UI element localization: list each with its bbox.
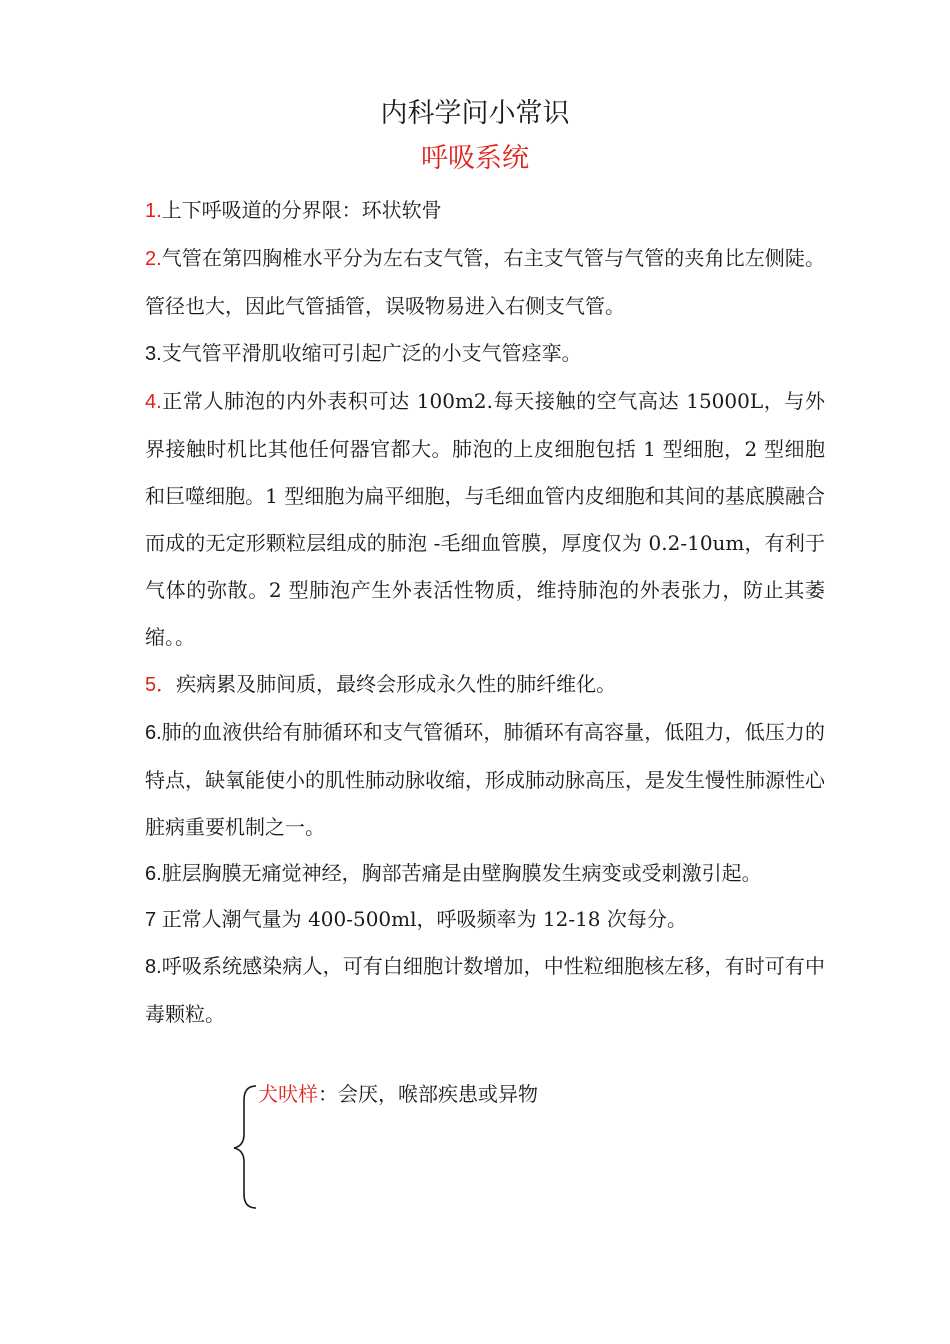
paragraph-number: 3. — [145, 343, 162, 365]
paragraph-number: 5． — [145, 674, 177, 696]
paragraph-2 — [145, 235, 825, 330]
brace-item — [258, 1076, 538, 1112]
page-title: 内科学问小常识 — [380, 98, 570, 129]
brace-term: 犬吠样 — [258, 1082, 318, 1106]
paragraph-text: 正常人潮气量为 400-500ml，呼吸频率为 12-18 次每分。 — [161, 907, 687, 931]
paragraph-number: 2. — [145, 248, 162, 270]
paragraph-text: 肺的血液供给有肺循环和支气管循环，肺循环有高容量，低阻力，低压力的特点，缺氧能使小的肌性肺动脉收缩，形成肺动脉高压，是发生慢性肺源性心脏病重要机制之一。 — [145, 720, 825, 839]
paragraph-4 — [145, 378, 825, 661]
brace-description: 会厌，喉部疾患或异物 — [338, 1082, 538, 1106]
section-subtitle: 呼吸系统 — [421, 143, 529, 174]
paragraph-number: 6. — [145, 863, 162, 885]
paragraph-3 — [145, 330, 825, 378]
paragraph-number: 8. — [145, 956, 162, 978]
paragraph-5 — [145, 661, 825, 709]
paragraph-text: 脏层胸膜无痛觉神经，胸部苦痛是由壁胸膜发生病变或受刺激引起。 — [161, 861, 762, 885]
paragraph-text: 支气管平滑肌收缩可引起广泛的小支气管痉挛。 — [161, 341, 582, 365]
paragraph-7 — [145, 851, 825, 897]
paragraph-number: 4. — [145, 391, 162, 413]
paragraph-9 — [145, 943, 825, 1038]
brace-separator: ： — [318, 1082, 338, 1106]
paragraph-number: 1. — [145, 200, 162, 222]
paragraph-text: 呼吸系统感染病人，可有白细胞计数增加，中性粒细胞核左移，有时可有中毒颗粒。 — [145, 954, 825, 1026]
paragraph-number: 7 — [145, 909, 162, 931]
paragraph-8 — [145, 897, 825, 943]
paragraph-text: 正常人肺泡的内外表积可达 100m2.每天接触的空气高达 15000L，与外界接触时机比其他任何器官都大。肺泡的上皮细胞包括 1 型细胞，2 型细胞和巨噬细胞。1 型细胞为扁平细胞，与毛细血管内皮细胞和其间的基底膜融合而成的无定形颗粒层组成的肺泡 -毛细血管膜，厚度仅为 0.2-10um，有利于气体的弥散。2 型肺泡产生外表活性物质，维持肺泡的外表张力，防止其萎缩。。 — [145, 389, 825, 649]
paragraph-text: 气管在第四胸椎水平分为左右支气管，右主支气管与气管的夹角比左侧陡。管径也大，因此气管插管，误吸物易进入右侧支气管。 — [145, 246, 825, 318]
document-body — [145, 187, 825, 1038]
brace-list — [232, 1076, 832, 1216]
paragraph-text: 上下呼吸道的分界限：环状软骨 — [161, 198, 442, 222]
paragraph-6 — [145, 709, 825, 851]
paragraph-number: 6. — [145, 722, 162, 744]
paragraph-text: 疾病累及肺间质，最终会形成永久性的肺纤维化。 — [176, 672, 617, 696]
paragraph-1 — [145, 187, 825, 235]
